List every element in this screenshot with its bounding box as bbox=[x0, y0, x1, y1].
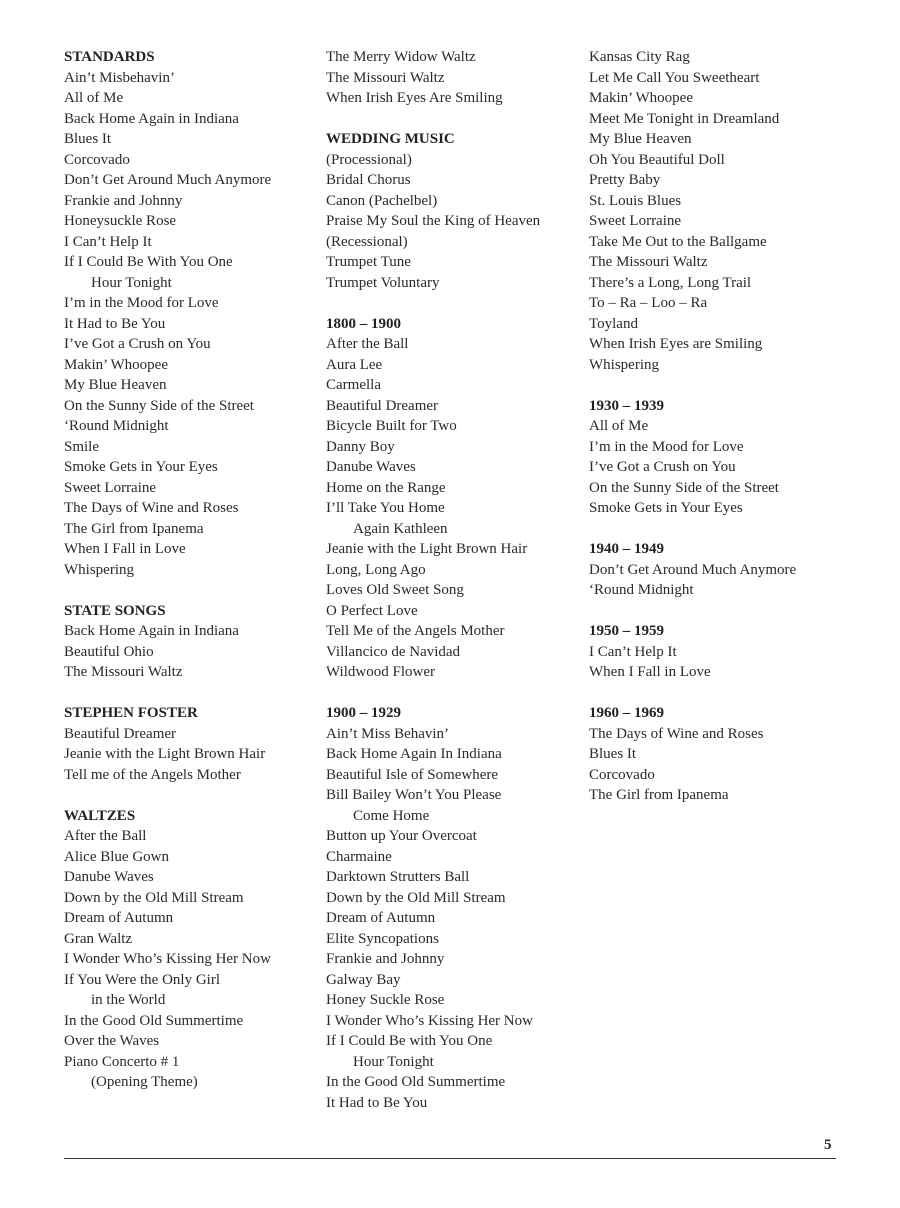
song-title bbox=[326, 375, 582, 396]
song-title bbox=[589, 437, 879, 458]
song-title-line: Beautiful Dreamer bbox=[64, 725, 177, 742]
song-title bbox=[64, 211, 314, 232]
song-title bbox=[589, 109, 879, 130]
song-title-line: Blues It bbox=[64, 131, 112, 147]
song-title-line: The Missouri Waltz bbox=[589, 254, 708, 270]
song-title bbox=[64, 150, 314, 171]
song-title bbox=[589, 744, 879, 765]
song-title-line: Bill Bailey Won’t You Please bbox=[326, 787, 502, 803]
song-title bbox=[589, 416, 879, 437]
song-title-line: Sweet Lorraine bbox=[64, 479, 157, 496]
song-section bbox=[64, 47, 314, 580]
song-title-continuation: (Opening Theme) bbox=[91, 1074, 198, 1090]
song-title-line: To – Ra – Loo – Ra bbox=[589, 295, 708, 311]
song-title-line: I’ve Got a Crush on You bbox=[64, 336, 211, 352]
column-1 bbox=[64, 47, 314, 1113]
song-title-line: Don’t Get Around Much Anymore bbox=[589, 561, 797, 578]
song-title bbox=[326, 949, 582, 970]
song-title-line: I Can’t Help It bbox=[589, 643, 677, 660]
song-title-line: Danny Boy bbox=[326, 438, 395, 455]
song-title-line: Makin’ Whoopee bbox=[589, 90, 693, 106]
song-title-line: Down by the Old Mill Stream bbox=[64, 889, 244, 906]
song-title bbox=[326, 273, 582, 294]
song-title-line: Trumpet Voluntary bbox=[326, 274, 440, 291]
song-title bbox=[589, 662, 879, 683]
song-title-line: Sweet Lorraine bbox=[589, 213, 682, 229]
column-3 bbox=[589, 47, 879, 826]
song-title-line: There’s a Long, Long Trail bbox=[589, 274, 752, 291]
song-title-continuation: Come Home bbox=[353, 807, 430, 824]
song-title-line: Jeanie with the Light Brown Hair bbox=[326, 541, 528, 557]
song-title bbox=[326, 68, 582, 89]
song-title-line: Don’t Get Around Much Anymore bbox=[64, 172, 272, 188]
song-title bbox=[64, 191, 314, 212]
song-title-line: (Recessional) bbox=[326, 233, 408, 250]
song-title-line: Kansas City Rag bbox=[589, 49, 690, 65]
song-title bbox=[64, 744, 314, 765]
song-title-line: ‘Round Midnight bbox=[589, 582, 694, 598]
song-title bbox=[326, 601, 582, 622]
song-title-line: Beautiful Isle of Somewhere bbox=[326, 766, 499, 783]
song-title-line: Alice Blue Gown bbox=[64, 848, 169, 865]
section-heading: STANDARDS bbox=[64, 49, 155, 65]
song-title-line: Back Home Again in Indiana bbox=[64, 110, 239, 127]
song-title bbox=[64, 1052, 314, 1093]
song-title-line: Whispering bbox=[589, 356, 659, 373]
song-title bbox=[64, 416, 314, 437]
song-title-line: Canon (Pachelbel) bbox=[326, 192, 438, 209]
song-title-line: Honeysuckle Rose bbox=[64, 213, 177, 229]
song-title bbox=[326, 232, 582, 253]
song-title bbox=[64, 109, 314, 130]
song-title bbox=[326, 826, 582, 847]
song-section bbox=[64, 601, 314, 683]
song-title-line: Meet Me Tonight in Dreamland bbox=[589, 110, 780, 127]
song-title bbox=[64, 1011, 314, 1032]
song-title-line: Blues It bbox=[589, 746, 637, 762]
song-title-line: Darktown Strutters Ball bbox=[326, 869, 470, 885]
song-section bbox=[326, 703, 582, 1113]
song-title-line: All of Me bbox=[64, 90, 124, 106]
song-title-line: Trumpet Tune bbox=[326, 254, 411, 270]
song-title-continuation: in the World bbox=[91, 992, 166, 1008]
song-title-line: Over the Waves bbox=[64, 1033, 160, 1049]
song-title-line: Tell Me of the Angels Mother bbox=[326, 623, 505, 639]
song-title bbox=[589, 68, 879, 89]
song-title-line: St. Louis Blues bbox=[589, 192, 682, 209]
song-title bbox=[64, 68, 314, 89]
song-title-line: Toyland bbox=[589, 315, 638, 332]
song-title bbox=[64, 129, 314, 150]
song-title bbox=[64, 642, 314, 663]
song-title bbox=[64, 355, 314, 376]
song-title bbox=[64, 88, 314, 109]
song-title bbox=[326, 580, 582, 601]
song-section bbox=[589, 703, 879, 806]
song-title bbox=[64, 252, 314, 293]
song-title bbox=[326, 539, 582, 560]
section-heading: 1900 – 1929 bbox=[326, 705, 401, 721]
song-title-line: Makin’ Whoopee bbox=[64, 356, 168, 373]
song-title-line: The Days of Wine and Roses bbox=[64, 500, 239, 516]
section-heading: STATE SONGS bbox=[64, 602, 166, 619]
song-title-line: When Irish Eyes are Smiling bbox=[589, 336, 763, 352]
song-title bbox=[326, 191, 582, 212]
song-title-line: My Blue Heaven bbox=[64, 377, 167, 393]
song-title-line: Ain’t Misbehavin’ bbox=[64, 69, 175, 86]
song-title bbox=[64, 867, 314, 888]
song-title-line: Take Me Out to the Ballgame bbox=[589, 233, 767, 250]
song-title bbox=[64, 396, 314, 417]
section-heading: 1950 – 1959 bbox=[589, 623, 664, 639]
song-title-line: After the Ball bbox=[64, 828, 147, 844]
song-title bbox=[589, 642, 879, 663]
song-title-line: Long, Long Ago bbox=[326, 561, 426, 578]
song-title-line: Elite Syncopations bbox=[326, 930, 439, 947]
song-title bbox=[326, 621, 582, 642]
song-section bbox=[326, 47, 582, 109]
song-title-line: I Wonder Who’s Kissing Her Now bbox=[326, 1012, 533, 1029]
song-title bbox=[326, 929, 582, 950]
section-heading: 1930 – 1939 bbox=[589, 397, 664, 414]
song-title bbox=[326, 888, 582, 909]
section-heading: WALTZES bbox=[64, 807, 136, 824]
song-title-line: Smoke Gets in Your Eyes bbox=[64, 459, 218, 475]
song-section bbox=[589, 621, 879, 683]
song-title bbox=[589, 47, 879, 68]
song-title-line: Corcovado bbox=[589, 766, 655, 783]
song-title-line: Bicycle Built for Two bbox=[326, 418, 457, 434]
song-title-line: Back Home Again In Indiana bbox=[326, 746, 502, 762]
song-title bbox=[589, 765, 879, 786]
song-title bbox=[589, 129, 879, 150]
song-title bbox=[589, 293, 879, 314]
song-title-line: Let Me Call You Sweetheart bbox=[589, 69, 760, 86]
song-title bbox=[64, 498, 314, 519]
song-section bbox=[326, 129, 582, 293]
song-title-line: Tell me of the Angels Mother bbox=[64, 766, 241, 783]
song-title bbox=[326, 150, 582, 171]
song-title bbox=[64, 232, 314, 253]
song-title bbox=[589, 191, 879, 212]
song-title-line: I Wonder Who’s Kissing Her Now bbox=[64, 951, 271, 967]
song-title-line: When Irish Eyes Are Smiling bbox=[326, 90, 503, 106]
song-title-line: Danube Waves bbox=[326, 459, 416, 475]
song-title-continuation: Again Kathleen bbox=[353, 520, 448, 537]
song-title bbox=[64, 519, 314, 540]
song-title bbox=[589, 88, 879, 109]
song-title-line: Honey Suckle Rose bbox=[326, 992, 445, 1008]
song-title bbox=[64, 888, 314, 909]
song-title bbox=[326, 1011, 582, 1032]
song-title-continuation: Hour Tonight bbox=[353, 1053, 434, 1070]
song-title-line: The Days of Wine and Roses bbox=[589, 725, 764, 742]
song-title bbox=[589, 785, 879, 806]
song-title bbox=[326, 785, 582, 826]
song-title-line: Corcovado bbox=[64, 151, 130, 168]
song-title-line: Back Home Again in Indiana bbox=[64, 623, 239, 639]
song-title bbox=[326, 662, 582, 683]
song-title bbox=[64, 478, 314, 499]
song-title bbox=[326, 1093, 582, 1114]
song-title bbox=[326, 355, 582, 376]
song-title bbox=[589, 457, 879, 478]
song-title bbox=[326, 867, 582, 888]
song-title-line: Home on the Range bbox=[326, 479, 446, 496]
song-title-line: Villancico de Navidad bbox=[326, 643, 461, 660]
song-title-line: Charmaine bbox=[326, 848, 392, 865]
song-title-line: If I Could Be With You One bbox=[64, 254, 233, 270]
song-title-line: It Had to Be You bbox=[326, 1094, 428, 1111]
song-title-line: Beautiful Ohio bbox=[64, 643, 154, 660]
song-title-line: Ain’t Miss Behavin’ bbox=[326, 725, 450, 742]
song-title bbox=[326, 560, 582, 581]
page-number: 5 bbox=[824, 1137, 832, 1153]
song-title-continuation: Hour Tonight bbox=[91, 274, 172, 291]
song-title-line: I’m in the Mood for Love bbox=[589, 438, 744, 455]
song-title-line: The Missouri Waltz bbox=[64, 664, 183, 680]
song-title bbox=[64, 929, 314, 950]
section-heading: 1800 – 1900 bbox=[326, 315, 401, 332]
song-section bbox=[589, 539, 879, 601]
song-title bbox=[326, 88, 582, 109]
song-title-line: In the Good Old Summertime bbox=[326, 1074, 506, 1090]
song-title bbox=[64, 375, 314, 396]
song-title bbox=[64, 662, 314, 683]
song-title bbox=[64, 908, 314, 929]
song-title bbox=[64, 970, 314, 1011]
song-title bbox=[326, 765, 582, 786]
song-title-line: Frankie and Johnny bbox=[326, 951, 445, 967]
song-title-line: Dream of Autumn bbox=[326, 910, 436, 926]
song-title bbox=[326, 724, 582, 745]
song-title bbox=[326, 170, 582, 191]
song-title-line: If I Could Be with You One bbox=[326, 1033, 493, 1049]
song-title bbox=[589, 355, 879, 376]
song-title bbox=[64, 293, 314, 314]
song-title-line: I’m in the Mood for Love bbox=[64, 295, 219, 311]
song-title bbox=[64, 457, 314, 478]
song-title-line: Piano Concerto # 1 bbox=[64, 1053, 180, 1070]
song-title bbox=[64, 334, 314, 355]
song-title bbox=[589, 580, 879, 601]
song-title bbox=[64, 170, 314, 191]
song-title bbox=[589, 170, 879, 191]
column-2 bbox=[326, 47, 582, 1134]
footer-rule bbox=[64, 1158, 836, 1159]
song-title-line: Praise My Soul the King of Heaven bbox=[326, 213, 541, 229]
song-title bbox=[326, 211, 582, 232]
song-title bbox=[326, 457, 582, 478]
song-section bbox=[326, 314, 582, 683]
song-title bbox=[64, 826, 314, 847]
song-title-line: The Merry Widow Waltz bbox=[326, 49, 476, 65]
song-title bbox=[589, 314, 879, 335]
song-title-line: Bridal Chorus bbox=[326, 172, 411, 188]
song-title bbox=[326, 478, 582, 499]
song-title bbox=[589, 211, 879, 232]
song-title bbox=[326, 847, 582, 868]
song-section bbox=[589, 396, 879, 519]
song-title bbox=[589, 724, 879, 745]
section-heading: STEPHEN FOSTER bbox=[64, 705, 198, 721]
song-title-line: In the Good Old Summertime bbox=[64, 1012, 244, 1029]
song-section bbox=[64, 703, 314, 785]
song-title-line: Whispering bbox=[64, 561, 134, 578]
song-title bbox=[326, 416, 582, 437]
song-title-line: The Girl from Ipanema bbox=[64, 520, 204, 537]
song-title bbox=[589, 334, 879, 355]
song-title bbox=[64, 949, 314, 970]
song-title bbox=[64, 539, 314, 560]
song-section bbox=[589, 47, 879, 375]
song-title bbox=[326, 47, 582, 68]
song-title bbox=[589, 252, 879, 273]
song-title-line: When I Fall in Love bbox=[64, 541, 186, 557]
song-title-line: Loves Old Sweet Song bbox=[326, 582, 464, 598]
song-title-line: The Girl from Ipanema bbox=[589, 787, 729, 803]
song-title bbox=[326, 1072, 582, 1093]
song-title-line: I Can’t Help It bbox=[64, 233, 152, 250]
song-title bbox=[326, 498, 582, 539]
song-title bbox=[589, 273, 879, 294]
song-title bbox=[326, 642, 582, 663]
song-title bbox=[589, 150, 879, 171]
song-title-line: All of Me bbox=[589, 418, 649, 434]
song-title-line: After the Ball bbox=[326, 336, 409, 352]
song-title-line: When I Fall in Love bbox=[589, 664, 711, 680]
song-title-line: Beautiful Dreamer bbox=[326, 397, 439, 414]
song-title-line: My Blue Heaven bbox=[589, 131, 692, 147]
song-title bbox=[326, 396, 582, 417]
song-title bbox=[64, 560, 314, 581]
song-title-line: On the Sunny Side of the Street bbox=[589, 479, 779, 496]
song-title bbox=[64, 847, 314, 868]
song-title bbox=[326, 334, 582, 355]
song-section bbox=[64, 806, 314, 1093]
song-title-line: I’ll Take You Home bbox=[326, 500, 445, 516]
song-title-line: Galway Bay bbox=[326, 971, 401, 988]
song-title-line: Wildwood Flower bbox=[326, 664, 435, 680]
song-title-line: Gran Waltz bbox=[64, 930, 133, 947]
song-title-line: Button up Your Overcoat bbox=[326, 828, 477, 844]
song-title bbox=[64, 437, 314, 458]
section-heading: WEDDING MUSIC bbox=[326, 131, 455, 147]
song-title-line: Frankie and Johnny bbox=[64, 192, 183, 209]
song-title-line: I’ve Got a Crush on You bbox=[589, 459, 736, 475]
song-title-line: If You Were the Only Girl bbox=[64, 971, 220, 988]
song-title-line: On the Sunny Side of the Street bbox=[64, 397, 254, 414]
song-title bbox=[326, 744, 582, 765]
song-title-line: Dream of Autumn bbox=[64, 910, 174, 926]
song-title-line: Pretty Baby bbox=[589, 172, 661, 188]
song-title-line: Smoke Gets in Your Eyes bbox=[589, 500, 743, 516]
song-title bbox=[589, 478, 879, 499]
song-title-line: Carmella bbox=[326, 377, 381, 393]
song-title bbox=[64, 1031, 314, 1052]
song-title bbox=[326, 252, 582, 273]
song-title bbox=[589, 560, 879, 581]
song-title bbox=[589, 232, 879, 253]
song-title bbox=[326, 1031, 582, 1072]
song-title-line: Oh You Beautiful Doll bbox=[589, 151, 725, 168]
song-title-line: Danube Waves bbox=[64, 869, 154, 885]
song-title bbox=[589, 498, 879, 519]
song-title-line: O Perfect Love bbox=[326, 602, 418, 619]
song-title-line: It Had to Be You bbox=[64, 315, 166, 332]
song-title bbox=[64, 314, 314, 335]
song-title bbox=[326, 908, 582, 929]
song-title-line: The Missouri Waltz bbox=[326, 69, 445, 86]
song-title bbox=[64, 621, 314, 642]
song-title-line: Smile bbox=[64, 438, 100, 455]
song-title bbox=[326, 970, 582, 991]
section-heading: 1940 – 1949 bbox=[589, 541, 664, 557]
song-title bbox=[326, 437, 582, 458]
song-title-line: Aura Lee bbox=[326, 356, 383, 373]
song-title-line: Down by the Old Mill Stream bbox=[326, 889, 506, 906]
song-title-line: Jeanie with the Light Brown Hair bbox=[64, 746, 266, 762]
section-heading: 1960 – 1969 bbox=[589, 705, 664, 721]
song-title-line: ‘Round Midnight bbox=[64, 418, 169, 434]
song-title-line: (Processional) bbox=[326, 151, 412, 168]
song-title bbox=[64, 765, 314, 786]
song-title bbox=[326, 990, 582, 1011]
song-title bbox=[64, 724, 314, 745]
